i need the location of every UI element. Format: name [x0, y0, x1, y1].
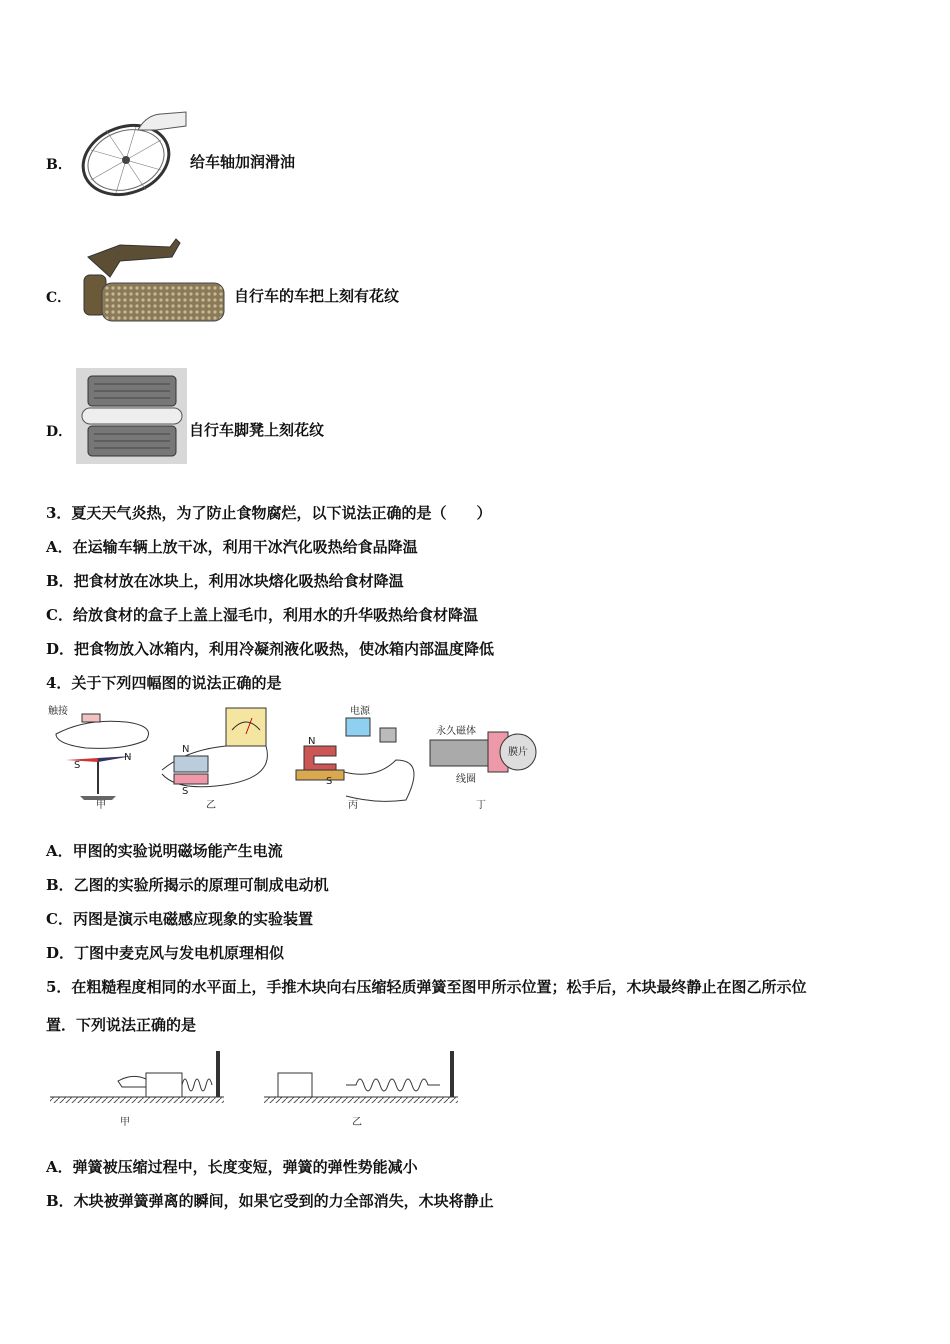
label-jia: 甲: [96, 800, 106, 811]
label-yi: 乙: [206, 800, 216, 811]
q4-figure: [46, 700, 546, 815]
q3-option-d: D．把食物放入冰箱内，利用冷凝剂液化吸热，使冰箱内部温度降低: [46, 640, 495, 658]
power-label: 电源: [350, 706, 370, 717]
figure-yi-spring: [264, 1051, 458, 1128]
q3-option-c: C．给放食材的盒子上盖上湿毛巾，利用水的升华吸热给食材降温: [46, 606, 478, 624]
handlebar-grip-image: [80, 237, 230, 327]
svg-text:S: S: [182, 786, 189, 797]
q4-option-b: B．乙图的实验所揭示的原理可制成电动机: [46, 876, 329, 894]
q5-stem-line1: 5．在粗糙程度相同的水平面上，手推木块向右压缩轻质弹簧至图甲所示位置；松手后，木块最终静止在图乙所示位: [46, 978, 807, 996]
pedal-image: [76, 368, 187, 464]
magnet-label: 永久磁体: [436, 726, 476, 737]
svg-text:S: S: [74, 760, 81, 771]
label-bing: 丙: [348, 800, 358, 811]
q4-option-c: C．丙图是演示电磁感应现象的实验装置: [46, 910, 313, 928]
option-c-text: 自行车的车把上刻有花纹: [234, 287, 400, 305]
diaphragm-label: 膜片: [508, 747, 528, 758]
q4-option-d: D．丁图中麦克风与发电机原理相似: [46, 944, 285, 962]
option-b-label: B．: [46, 157, 72, 173]
option-b-text: 给车轴加润滑油: [190, 153, 296, 171]
figure-jia: [48, 704, 149, 811]
svg-text:S: S: [326, 776, 333, 787]
bicycle-wheel-image: [76, 110, 188, 198]
svg-text:N: N: [308, 736, 316, 747]
figure-ding: [430, 724, 536, 811]
touch-label: 触接: [48, 706, 68, 717]
label-yi: 乙: [352, 1117, 362, 1128]
figure-jia-spring: [50, 1051, 224, 1128]
q3-stem: 3．夏天天气炎热，为了防止食物腐烂，以下说法正确的是（ ）: [46, 504, 492, 522]
q4-stem: 4．关于下列四幅图的说法正确的是: [46, 674, 282, 692]
q5-stem-line2: 置．下列说法正确的是: [46, 1016, 197, 1034]
q3-option-b: B．把食材放在冰块上，利用冰块熔化吸热给食材降温: [46, 572, 404, 590]
option-c-label: C．: [46, 290, 72, 306]
label-ding: 丁: [476, 800, 486, 811]
q5-option-a: A．弹簧被压缩过程中，长度变短，弹簧的弹性势能减小: [46, 1158, 418, 1176]
figure-yi: [162, 708, 267, 811]
label-jia: 甲: [120, 1117, 130, 1128]
q5-figure: [46, 1045, 466, 1135]
svg-text:N: N: [124, 752, 132, 763]
q4-option-a: A．甲图的实验说明磁场能产生电流: [46, 842, 283, 860]
option-d-text: 自行车脚凳上刻花纹: [189, 421, 325, 439]
svg-text:N: N: [182, 744, 190, 755]
coil-label: 线圈: [456, 774, 476, 785]
q3-option-a: A．在运输车辆上放干冰，利用干冰汽化吸热给食品降温: [46, 538, 418, 556]
q5-option-b: B．木块被弹簧弹离的瞬间，如果它受到的力全部消失，木块将静止: [46, 1192, 494, 1210]
option-d-label: D．: [46, 424, 73, 440]
figure-bing: [296, 704, 414, 811]
